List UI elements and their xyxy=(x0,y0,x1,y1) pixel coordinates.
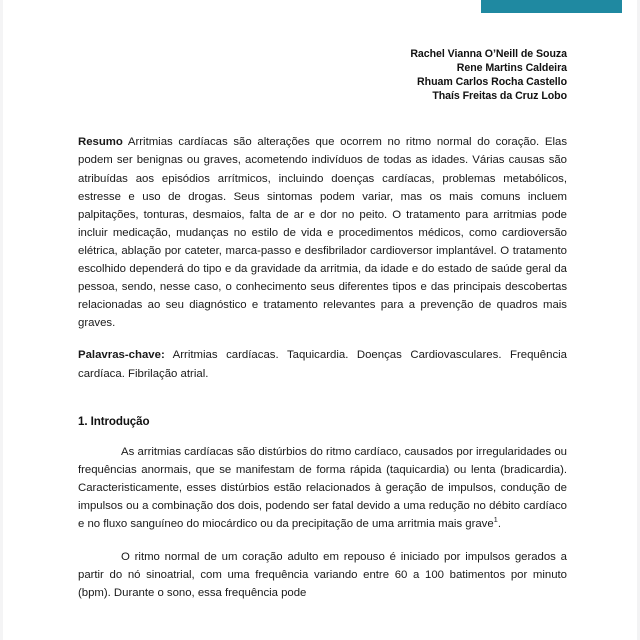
author-name: Rachel Vianna O’Neill de Souza xyxy=(410,48,567,60)
keywords-paragraph xyxy=(78,346,567,382)
body-paragraph-definition xyxy=(78,443,567,533)
author-list xyxy=(78,47,567,103)
abstract-label: Resumo xyxy=(78,136,123,149)
paragraph-trailing-punctuation: . xyxy=(497,517,502,530)
keywords-text: Arritmias cardíacas. Taquicardia. Doenças Cardiovasculares. Frequência cardíaca. Fibrilação atrial. xyxy=(78,349,567,380)
author-name: Rene Martins Caldeira xyxy=(456,62,567,75)
author-name: Rhuam Carlos Rocha Castello xyxy=(417,76,567,89)
abstract-paragraph xyxy=(78,133,567,332)
keywords-label: Palavras-chave: xyxy=(78,349,165,362)
page-content-column xyxy=(78,0,567,614)
paragraph-text: As arritmias cardíacas são distúrbios do ritmo cardíaco, causados por irregularidades ou frequências anormais, que se manifestam de forma rápida (taquicardia) ou lenta (bradicardia). Caracteristicamente, esses distúrbios estão relacionados à geração de impulsos, condução de impulsos ou a combinação dos dois, podendo ser fatal devido a uma redução no débito cardíaco e no fluxo sanguíneo do miocárdico ou da precipitação de uma arritmia mais grave xyxy=(78,445,567,530)
abstract-text: Arritmias cardíacas são alterações que ocorrem no ritmo normal do coração. Elas podem ser benignas ou graves, acometendo indivíduos de todas as idades. Várias causas são atribuídas aos episódios arrítmicos, incluindo doenças cardíacas, problemas metabólicos, estresse e uso de drogas. Seus sintomas podem variar, mas os mais comuns incluem palpitações, tonturas, desmaios, falta de ar e dor no peito. O tratamento para arritmias pode incluir medicação, mudanças no estilo de vida e procedimentos médicos, como cardioversão elétrica, ablação por cateter, marca-passo e desfibrilador cardioversor implantável. O tratamento escolhido dependerá do tipo e da gravidade da arritmia, da idade e do estado de saúde geral da pessoa, sendo, nesse caso, o conhecimento seus diferentes tipos e das principais descobertas relacionadas ao seu diagnóstico e tratamento relevantes para a prevenção de quadros mais graves. xyxy=(78,136,567,330)
body-paragraph-normal-rhythm: O ritmo normal de um coração adulto em repouso é iniciado por impulsos gerados a partir do nó sinoatrial, com uma frequência variando entre 60 a 100 batimentos por minuto (bpm). Durante o sono, essa frequência pode xyxy=(78,551,567,600)
section-heading-introduction: 1. Introdução xyxy=(78,414,150,428)
footnote-reference: 1 xyxy=(493,515,498,525)
author-name: Thaís Freitas da Cruz Lobo xyxy=(432,90,567,103)
